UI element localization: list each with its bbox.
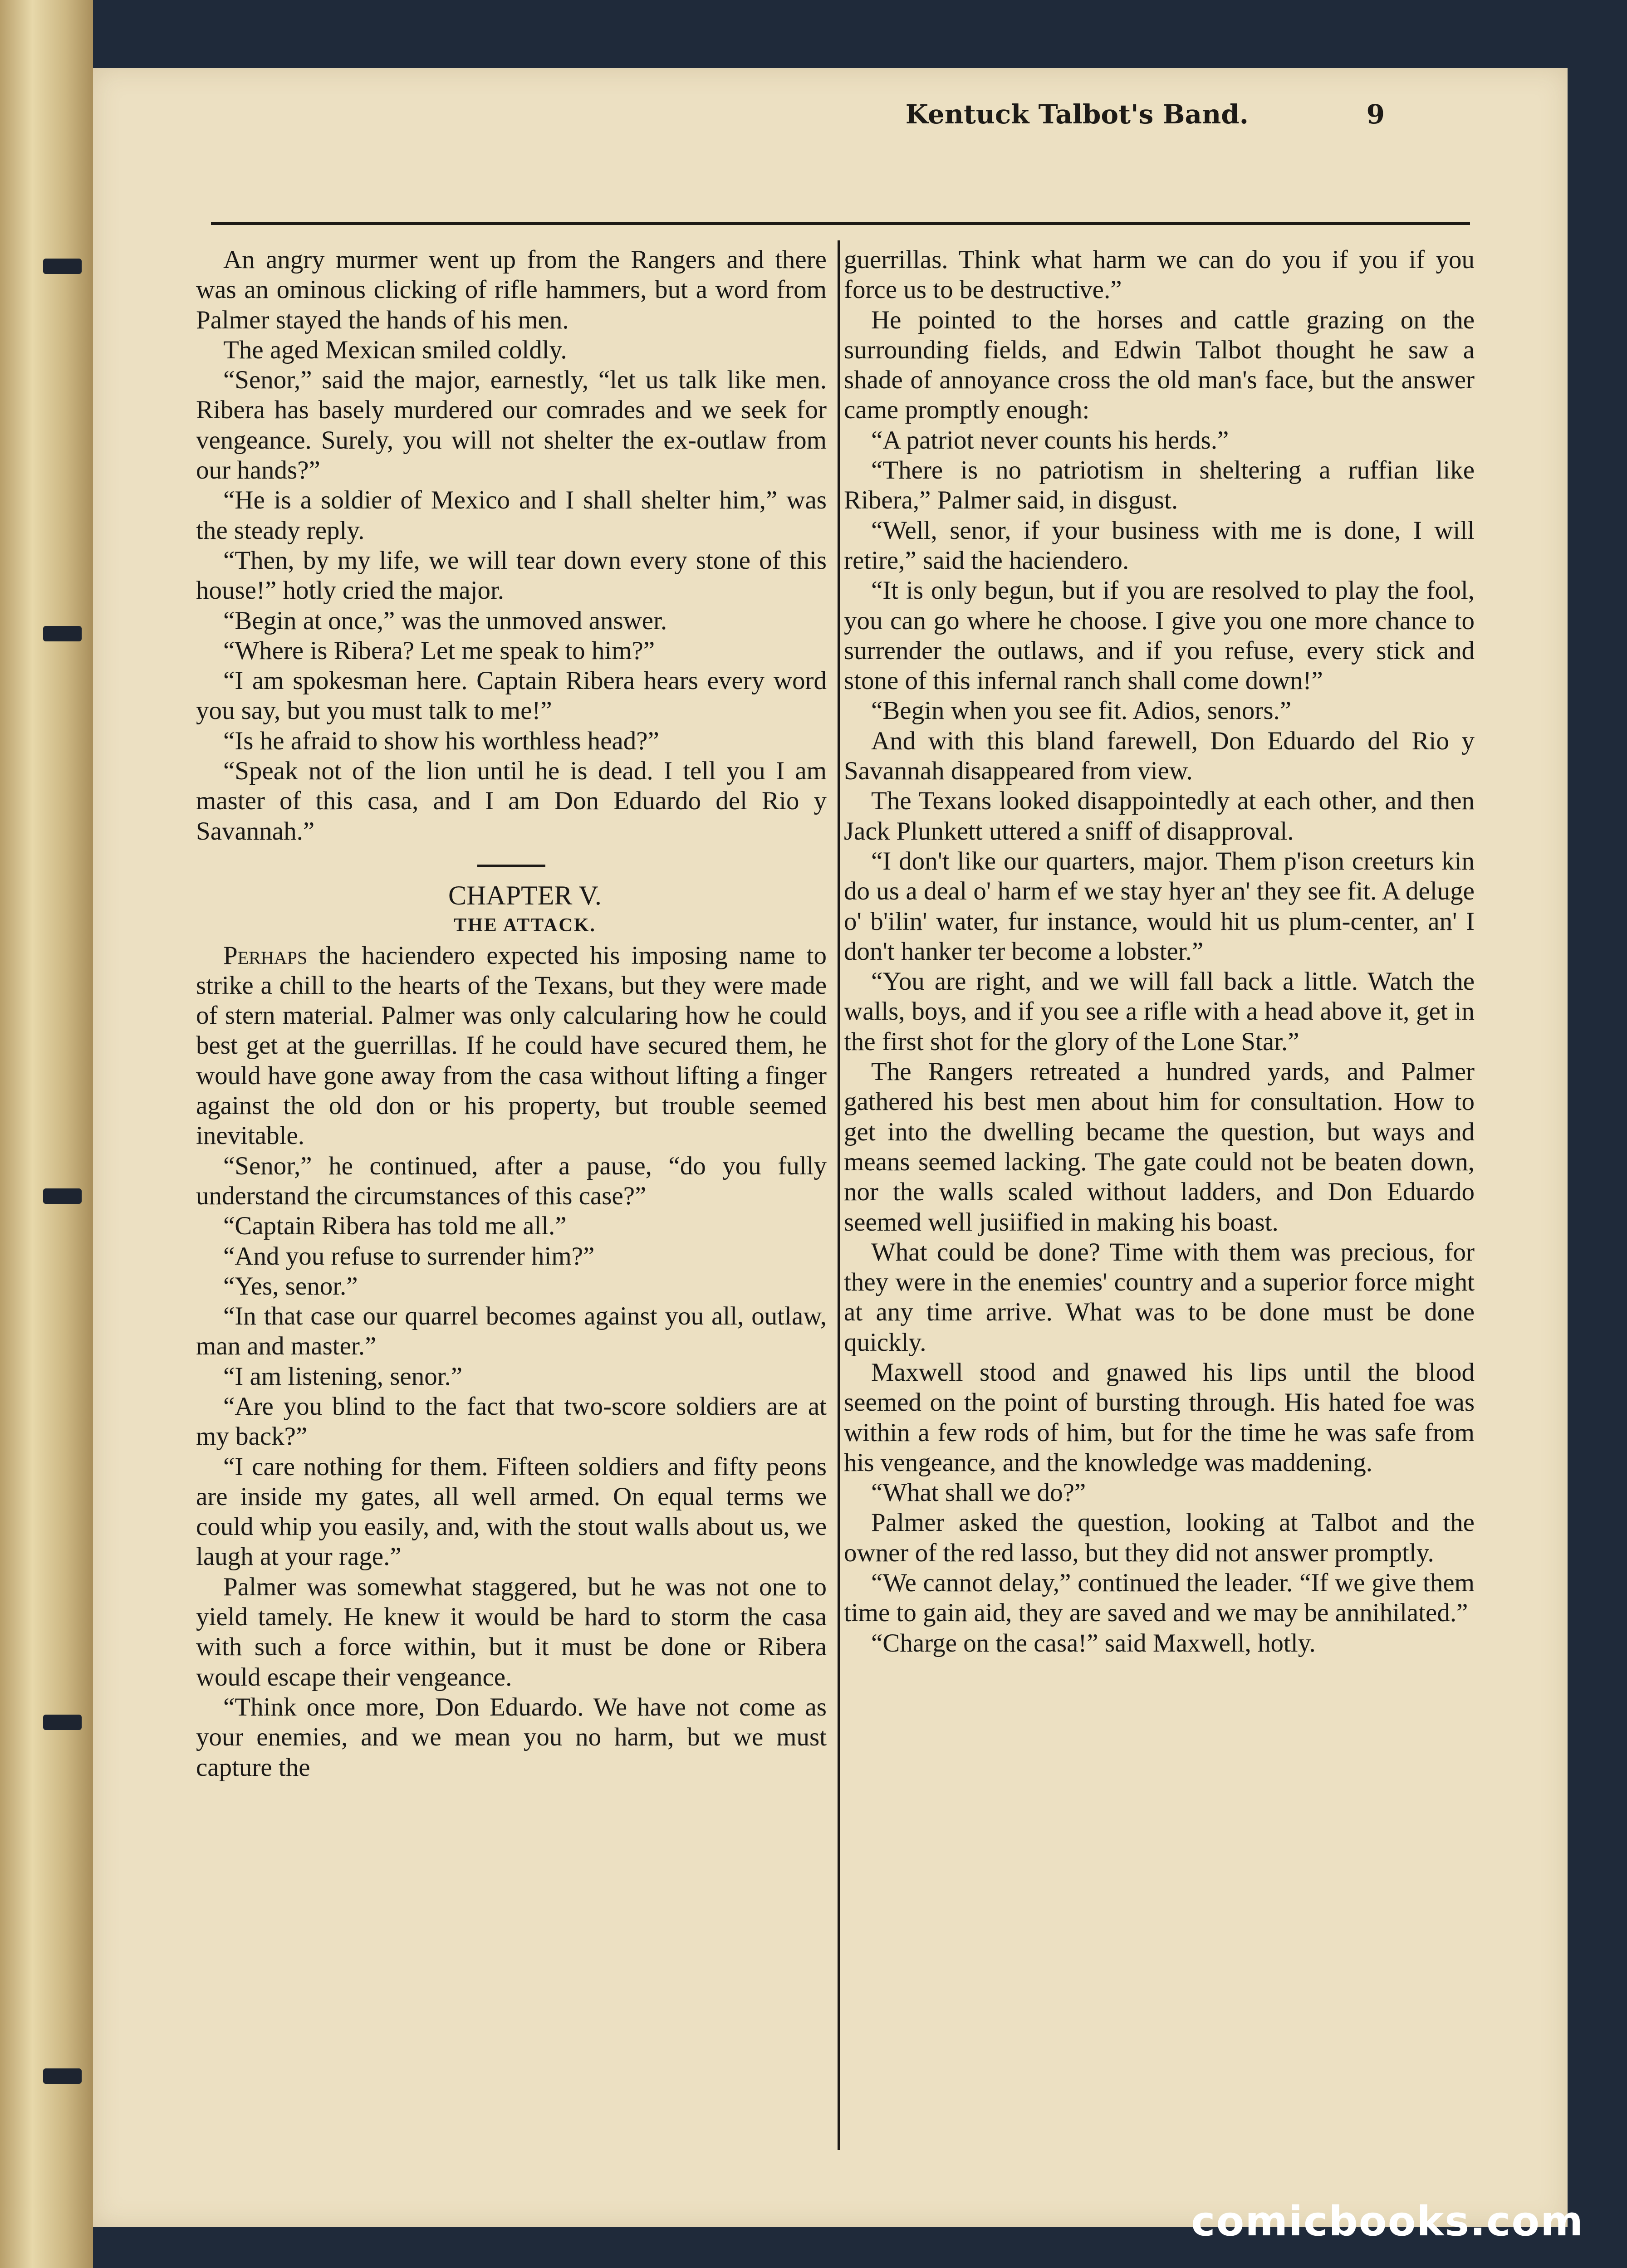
left-column <box>196 245 827 1783</box>
paragraph: Palmer was somewhat staggered, but he was not one to yield tamely. He knew it would be hard to storm the casa with such a force within, but it must be done or Ribera would escape their vengeance. <box>196 1572 827 1691</box>
running-header <box>114 99 1385 144</box>
paragraph: “A patriot never counts his herds.” <box>871 425 1229 455</box>
paragraph: “Is he afraid to show his worthless head?” <box>223 726 659 755</box>
paragraph: “Captain Ribera has told me all.” <box>223 1212 567 1241</box>
running-title: Kentuck Talbot's Band. <box>905 99 1249 130</box>
lead-text: the haciendero expected his imposing name to strike a chill to the hearts of the Texans, but they were made of stern material. Palmer was only calcularing how he could best get at the guerrillas. If he could have secured them, he would have gone away from the casa without lifting a finger against the old don or his property, but trouble seemed inevitable. <box>196 941 827 1150</box>
paragraph: “Are you blind to the fact that two-score soldiers are at my back?” <box>196 1392 827 1451</box>
binding-staple <box>43 1715 82 1730</box>
paragraph: “There is no patriotism in sheltering a ruffian like Ribera,” Palmer said, in disgust. <box>844 456 1475 515</box>
binding-staple <box>43 626 82 641</box>
paragraph: “Begin when you see fit. Adios, senors.” <box>871 696 1292 725</box>
chapter-opening-paragraph <box>196 941 827 1151</box>
paragraph: “I am spokesman here. Captain Ribera hears every word you say, but you must talk to me!” <box>196 666 827 725</box>
chapter-title: CHAPTER V. <box>448 880 602 910</box>
paragraph: “Senor,” said the major, earnestly, “let us talk like men. Ribera has basely murdered our comrades and we seek for vengeance. Surely, you will not shelter the ex-outlaw from our hands?” <box>196 366 827 485</box>
book-binding <box>0 0 93 2268</box>
chapter-subtitle: THE ATTACK. <box>454 915 596 936</box>
paragraph: “And you refuse to surrender him?” <box>223 1242 595 1271</box>
paragraph: “Senor,” he continued, after a pause, “do you fully understand the circumstances of this case?” <box>196 1151 827 1210</box>
paragraph: What could be done? Time with them was precious, for they were in the enemies' country and a superior force might at any time arrive. What was to be done must be done quickly. <box>844 1237 1475 1357</box>
paragraph: “He is a soldier of Mexico and I shall shelter him,” was the steady reply. <box>196 486 827 545</box>
chapter-rule <box>477 865 545 867</box>
paragraph: An angry murmer went up from the Rangers and there was an ominous clicking of rifle hammers, but a word from Palmer stayed the hands of his men. <box>196 245 827 334</box>
watermark: comicbooks.com <box>1191 2198 1584 2245</box>
paragraph: “I care nothing for them. Fifteen soldiers and fifty peons are inside my gates, all well armed. On equal terms we could whip you easily, and, with the stout walls about us, we laugh at your rage.” <box>196 1452 827 1571</box>
column-rule <box>838 240 840 2150</box>
right-column <box>844 245 1475 1658</box>
paragraph: “We cannot delay,” continued the leader. “If we give them time to gain aid, they are saved and we may be annihilated.” <box>844 1569 1475 1628</box>
paragraph: “Charge on the casa!” said Maxwell, hotly. <box>871 1628 1316 1657</box>
header-rule <box>211 222 1470 225</box>
paragraph: “Speak not of the lion until he is dead. I tell you I am master of this casa, and I am Don Eduardo del Rio y Savannah.” <box>196 757 827 846</box>
paragraph: “It is only begun, but if you are resolved to play the fool, you can go where he choose. I give you one more chance to surrender the outlaws, and if you refuse, every stick and stone of this infernal ranch shall come down!” <box>844 576 1475 695</box>
paragraph: “Then, by my life, we will tear down every stone of this house!” hotly cried the major. <box>196 546 827 605</box>
paragraph: “What shall we do?” <box>871 1478 1086 1507</box>
lead-word: Perhaps <box>223 941 308 970</box>
paragraph: “You are right, and we will fall back a little. Watch the walls, boys, and if you see a rifle with a head above it, get in the first shot for the glory of the Lone Star.” <box>844 967 1475 1056</box>
paragraph: The aged Mexican smiled coldly. <box>223 335 567 364</box>
binding-staple <box>43 1188 82 1204</box>
paragraph: “Begin at once,” was the unmoved answer. <box>223 606 667 635</box>
binding-staple <box>43 259 82 274</box>
paragraph: “I am listening, senor.” <box>223 1362 463 1391</box>
paragraph: The Rangers retreated a hundred yards, and Palmer gathered his best men about him for consultation. How to get into the dwelling became the question, but ways and means seemed lacking. The gate could not be beaten down, nor the walls scaled without ladders, and Don Eduardo seemed well jusiified in making his boast. <box>844 1057 1475 1237</box>
paragraph: “I don't like our quarters, major. Them p'ison creeturs kin do us a deal o' harm ef we stay hyer an' they see fit. A deluge o' b'ilin' water, fur instance, would hit us plum-center, an' I don't hanker ter become a lobster.” <box>844 846 1475 966</box>
paragraph: “Where is Ribera? Let me speak to him?” <box>223 636 655 665</box>
paragraph: “Think once more, Don Eduardo. We have not come as your enemies, and we mean you no harm, but we must capture the <box>196 1692 827 1782</box>
paragraph: Maxwell stood and gnawed his lips until the blood seemed on the point of bursting through. His hated foe was within a few rods of him, but for the time he was safe from his vengeance, and the knowledge was maddening. <box>844 1358 1475 1477</box>
paragraph: Palmer asked the question, looking at Talbot and the owner of the red lasso, but they did not answer promptly. <box>844 1508 1475 1567</box>
binding-staple <box>43 2068 82 2084</box>
page-number: 9 <box>1366 99 1385 130</box>
paragraph: He pointed to the horses and cattle grazing on the surrounding fields, and Edwin Talbot thought he saw a shade of annoyance cross the old man's face, but the answer came promptly enough: <box>844 305 1475 425</box>
paragraph: “Yes, senor.” <box>223 1271 358 1300</box>
paragraph: “Well, senor, if your business with me is done, I will retire,” said the haciendero. <box>844 516 1475 575</box>
paragraph: The Texans looked disappointedly at each other, and then Jack Plunkett uttered a sniff of disapproval. <box>844 787 1475 846</box>
paragraph: “In that case our quarrel becomes against you all, outlaw, man and master.” <box>196 1302 827 1361</box>
paragraph: And with this bland farewell, Don Eduardo del Rio y Savannah disappeared from view. <box>844 726 1475 786</box>
continued-paragraph: guerrillas. Think what harm we can do you if you if you force us to be destructive.” <box>844 245 1475 304</box>
chapter-heading <box>196 865 827 941</box>
